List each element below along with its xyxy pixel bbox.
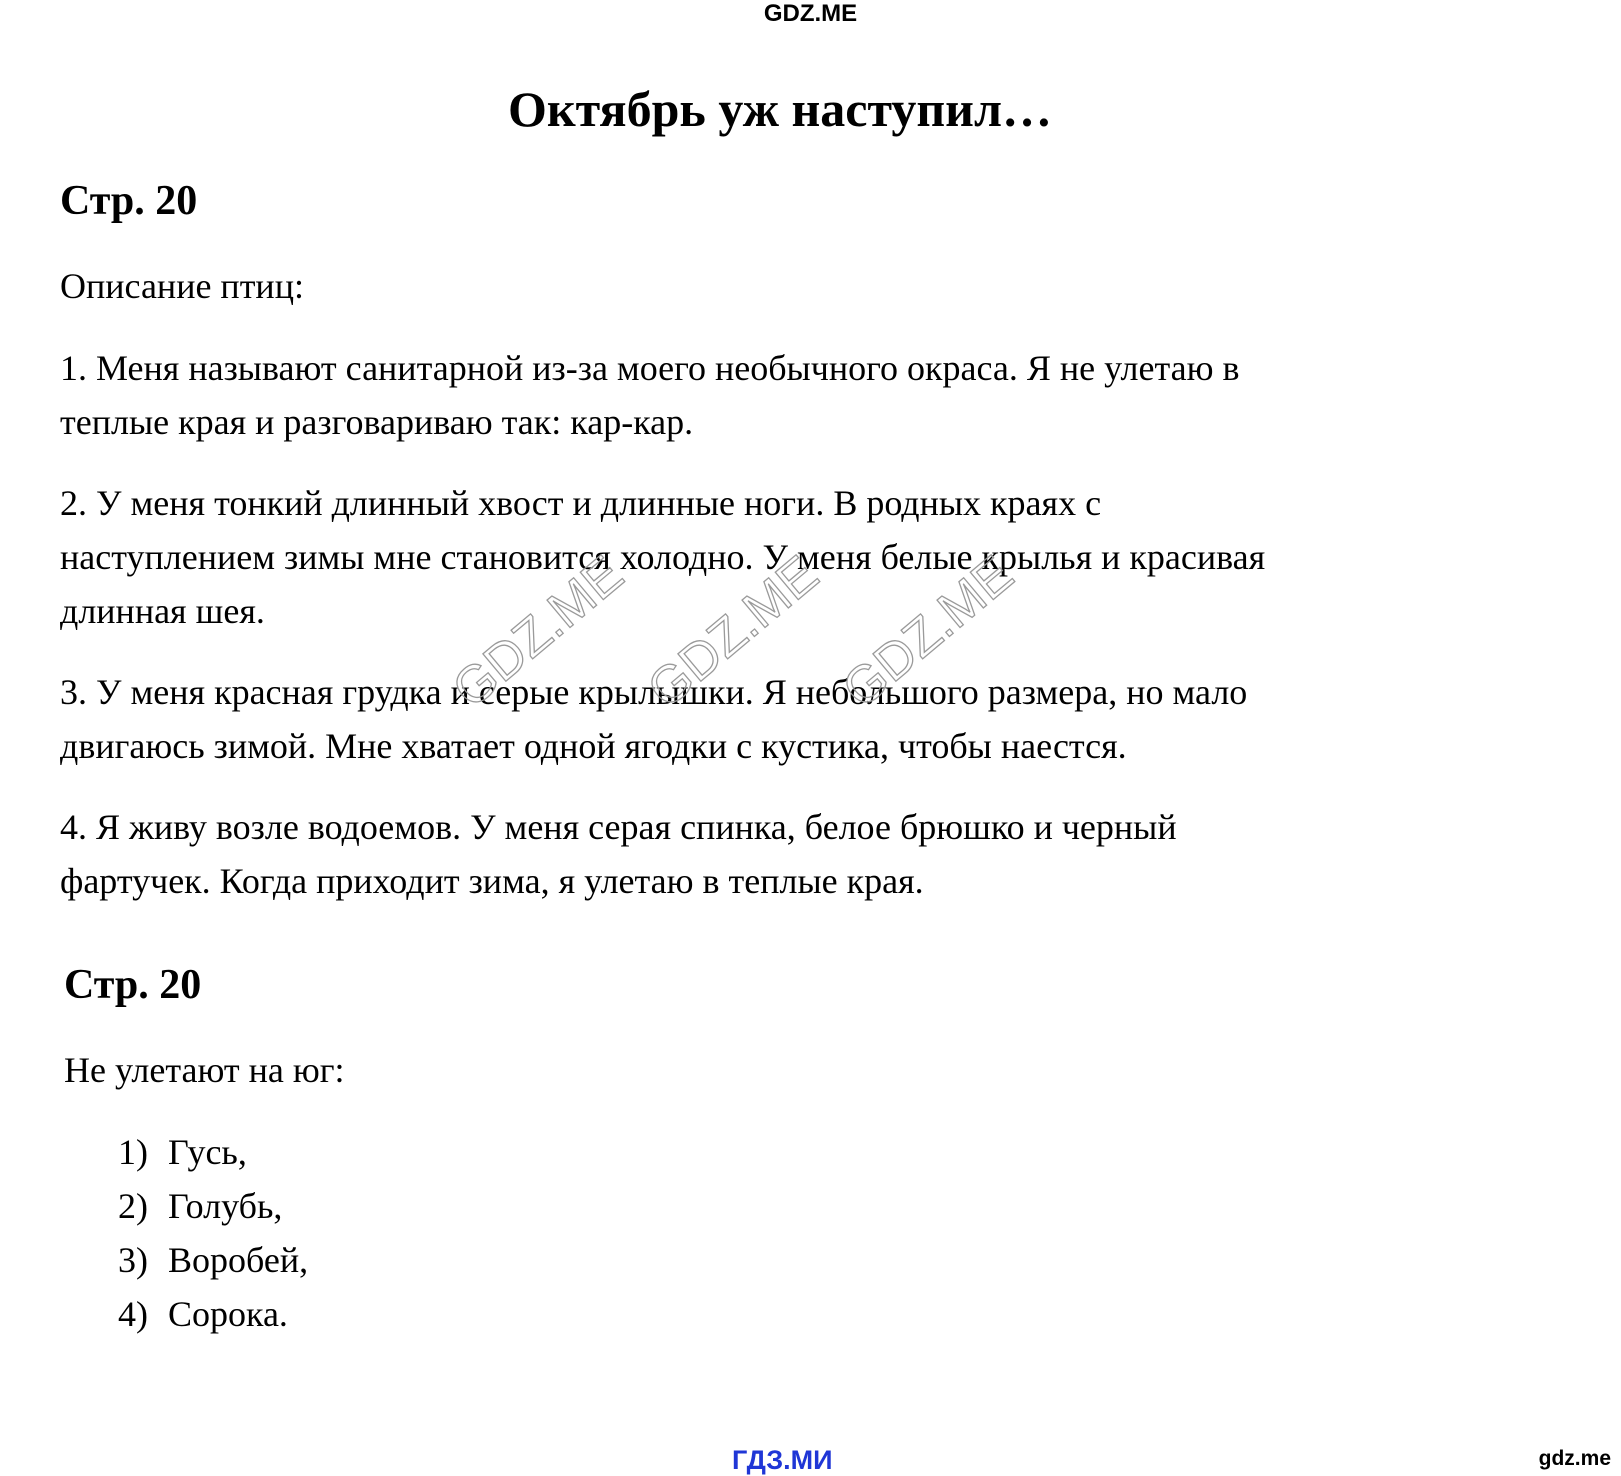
paragraph-line: 4. Я живу возле водоемов. У меня серая спинка, белое брюшко и черный <box>60 807 1177 847</box>
list-item-text: Гусь, <box>168 1132 247 1172</box>
bird-description-3 <box>60 665 1520 773</box>
paragraph-line: 3. У меня красная грудка и серые крылышки. Я небольшого размера, но мало <box>60 672 1248 712</box>
section-intro-2 <box>64 1043 1524 1097</box>
site-brand-header: GDZ.ME <box>763 0 858 27</box>
list-item <box>118 1233 308 1287</box>
corner-watermark: gdz.me <box>1538 1447 1611 1470</box>
list-item-number: 4) <box>118 1294 148 1334</box>
watermark: GDZ.ME <box>442 544 635 720</box>
list-item-text: Голубь, <box>168 1186 283 1226</box>
watermark: GDZ.ME <box>637 544 830 720</box>
page-title: Октябрь уж наступил… <box>507 81 1053 137</box>
paragraph-line: длинная шея. <box>60 591 265 631</box>
paragraph-line: двигаюсь зимой. Мне хватает одной ягодки с кустика, чтобы наестся. <box>60 726 1127 766</box>
list-item-text: Сорока. <box>168 1294 288 1334</box>
list-item-number: 1) <box>118 1132 148 1172</box>
list-item-text: Воробей, <box>168 1240 309 1280</box>
list-item-number: 2) <box>118 1186 148 1226</box>
bird-description-1 <box>60 341 1520 449</box>
paragraph-line: 2. У меня тонкий длинный хвост и длинные ноги. В родных краях с <box>60 483 1102 523</box>
bird-description-2 <box>60 476 1520 638</box>
non-migratory-birds-list <box>118 1125 308 1341</box>
list-item-number: 3) <box>118 1240 148 1280</box>
list-item <box>118 1125 308 1179</box>
bird-description-4 <box>60 800 1520 908</box>
paragraph-line: теплые края и разговариваю так: кар-кар. <box>60 402 694 442</box>
intro-line: Не улетают на юг: <box>64 1050 345 1090</box>
section-intro-1 <box>60 259 1520 313</box>
list-item <box>118 1287 308 1341</box>
paragraph-line: 1. Меня называют санитарной из-за моего необычного окраса. Я не улетаю в <box>60 348 1240 388</box>
section-heading-1: Стр. 20 <box>60 178 198 224</box>
section-heading-2: Стр. 20 <box>64 962 202 1008</box>
site-brand-footer[interactable]: ГДЗ.МИ <box>732 1445 833 1475</box>
list-item <box>118 1179 308 1233</box>
paragraph-line: фартучек. Когда приходит зима, я улетаю в теплые края. <box>60 861 924 901</box>
intro-line: Описание птиц: <box>60 266 304 306</box>
watermark: GDZ.ME <box>832 544 1025 720</box>
paragraph-line: наступлением зимы мне становится холодно. У меня белые крылья и красивая <box>60 537 1266 577</box>
